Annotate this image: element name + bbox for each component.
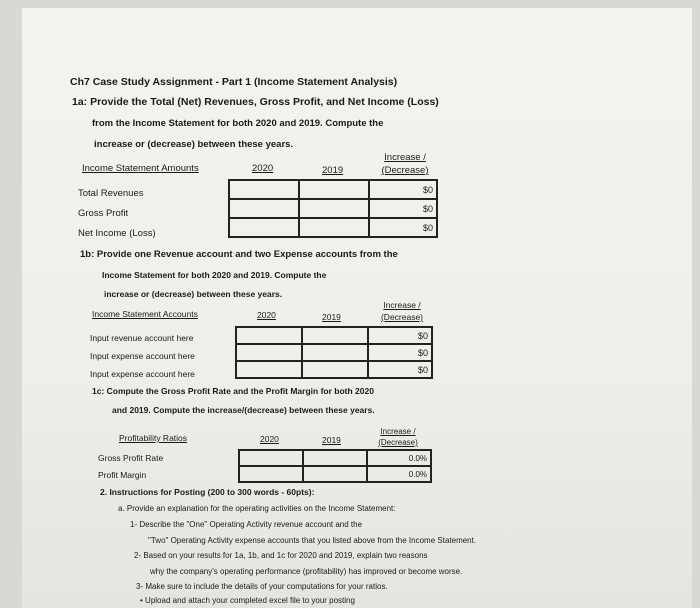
table-row	[239, 450, 431, 466]
part-1b-heading: 1b: Provide one Revenue account and two Expense accounts from the	[80, 249, 398, 260]
part-1b-row-label: Input revenue account here	[90, 333, 194, 343]
part-1c-heading: 1c: Compute the Gross Profit Rate and the Profit Margin for both 2020	[92, 386, 374, 396]
document-page	[22, 8, 692, 608]
table-row	[239, 466, 431, 482]
cell-2020[interactable]	[229, 199, 299, 218]
part-2-item-1b: "Two" Operating Activity expense accounts that you listed above from the Income Statement.	[148, 536, 477, 545]
part-1c-col-2019: 2019	[322, 435, 341, 445]
table-row	[229, 218, 437, 237]
part-2-heading: 2. Instructions for Posting (200 to 300 words - 60pts):	[100, 487, 315, 497]
cell-2019[interactable]	[303, 466, 367, 482]
part-1c-row-label: Profit Margin	[98, 470, 147, 480]
part-1c-table	[238, 449, 432, 483]
table-row	[229, 199, 437, 218]
cell-2019[interactable]	[299, 180, 369, 199]
cell-increase: $0	[368, 361, 432, 378]
part-1b-table	[235, 326, 433, 379]
cell-increase: 0.0%	[367, 466, 431, 482]
part-1b-row-label: Input expense account here	[90, 351, 195, 361]
cell-increase: $0	[369, 180, 437, 199]
part-1b-col-label: Income Statement Accounts	[92, 309, 198, 319]
part-1a-row-label: Gross Profit	[78, 208, 129, 219]
part-1a-line3: increase or (decrease) between these years.	[94, 139, 294, 150]
part-1a-col-increase	[375, 151, 435, 177]
part-1b-col-2019: 2019	[322, 312, 341, 322]
part-1c-row-label: Gross Profit Rate	[98, 453, 164, 463]
cell-2019[interactable]	[299, 218, 369, 237]
cell-increase: 0.0%	[367, 450, 431, 466]
part-2-item-2b: why the company's operating performance (profitability) has improved or become worse.	[150, 567, 463, 576]
cell-2020[interactable]	[236, 361, 302, 378]
part-1a-line2: from the Income Statement for both 2020 and 2019. Compute the	[92, 118, 384, 129]
part-1b-line3: increase or (decrease) between these years.	[104, 289, 283, 299]
cell-2020[interactable]	[236, 344, 302, 361]
assignment-title: Ch7 Case Study Assignment - Part 1 (Income Statement Analysis)	[70, 76, 398, 88]
part-1a-heading: 1a: Provide the Total (Net) Revenues, Gross Profit, and Net Income (Loss)	[72, 96, 439, 108]
cell-2019[interactable]	[303, 450, 367, 466]
part-2-bullet-text: Upload and attach your completed excel file to your posting	[145, 596, 355, 605]
cell-2020[interactable]	[239, 450, 303, 466]
part-1b-col-inc-1: Increase /	[383, 300, 421, 310]
cell-2019[interactable]	[299, 199, 369, 218]
cell-2020[interactable]	[236, 327, 302, 344]
cell-increase: $0	[368, 344, 432, 361]
part-1a-col-2019: 2019	[322, 165, 344, 176]
cell-increase: $0	[368, 327, 432, 344]
cell-2020[interactable]	[229, 218, 299, 237]
part-1c-col-label: Profitability Ratios	[119, 433, 188, 443]
part-1b-col-2020: 2020	[257, 310, 276, 320]
part-1c-col-inc-2: (Decrease)	[378, 438, 418, 447]
part-1b-col-increase	[372, 299, 432, 323]
part-2-item-a: a. Provide an explanation for the operating activities on the Income Statement:	[118, 504, 396, 513]
part-1a-col-inc-2: (Decrease)	[381, 165, 429, 176]
part-1a-col-label: Income Statement Amounts	[82, 163, 199, 174]
part-1a-table	[228, 179, 438, 238]
cell-2019[interactable]	[302, 327, 368, 344]
cell-2020[interactable]	[239, 466, 303, 482]
table-row	[236, 344, 432, 361]
part-1c-col-increase	[368, 426, 428, 448]
cell-2019[interactable]	[302, 344, 368, 361]
cell-2019[interactable]	[302, 361, 368, 378]
part-1c-col-2020: 2020	[260, 434, 279, 444]
part-1b-line2: Income Statement for both 2020 and 2019. Compute the	[102, 270, 327, 280]
part-1b-col-inc-2: (Decrease)	[380, 312, 424, 322]
cell-2020[interactable]	[229, 180, 299, 199]
bullet-icon: •	[140, 596, 143, 605]
part-1c-line2: and 2019. Compute the increase/(decrease) between these years.	[112, 405, 375, 415]
part-1c-col-inc-1: Increase /	[380, 427, 416, 436]
part-2-item-2: 2- Based on your results for 1a, 1b, and 1c for 2020 and 2019, explain two reasons	[134, 551, 428, 560]
part-2-item-3: 3- Make sure to include the details of your computations for your ratios.	[136, 582, 388, 591]
part-1a-col-inc-1: Increase /	[384, 152, 426, 163]
table-row	[236, 327, 432, 344]
part-1a-col-2020: 2020	[252, 163, 274, 174]
table-row	[236, 361, 432, 378]
part-1b-row-label: Input expense account here	[90, 369, 195, 379]
part-1a-row-label: Total Revenues	[78, 188, 144, 199]
cell-increase: $0	[369, 218, 437, 237]
part-1a-row-label: Net Income (Loss)	[78, 228, 156, 239]
part-2-item-1: 1- Describe the "One" Operating Activity revenue account and the	[130, 520, 363, 529]
cell-increase: $0	[369, 199, 437, 218]
table-row	[229, 180, 437, 199]
